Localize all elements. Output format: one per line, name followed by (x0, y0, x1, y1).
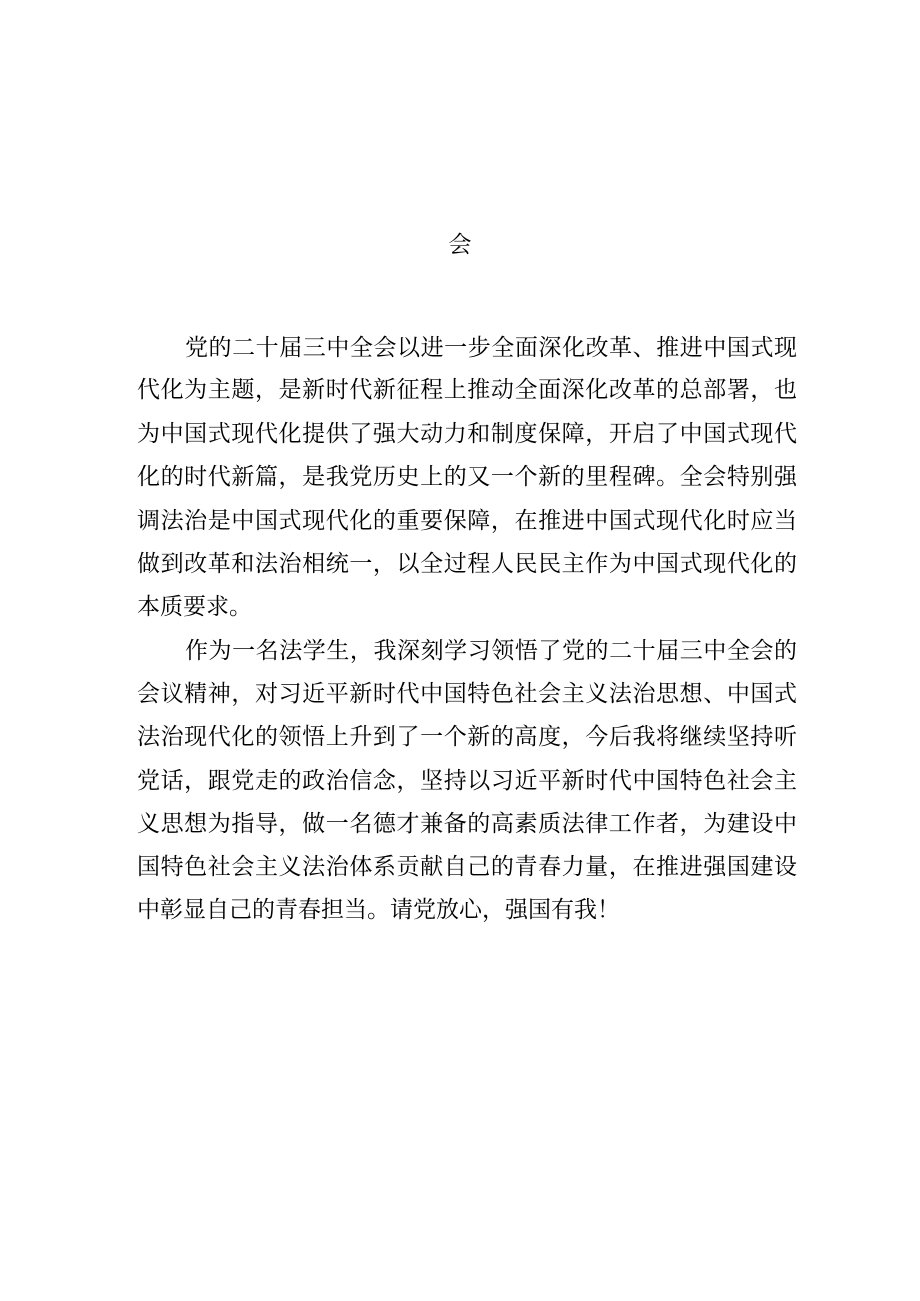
paragraph-line: 法治现代化的领悟上升到了一个新的高度，今后我将继续坚持听 (137, 724, 797, 750)
paragraph-line: 会议精神，对习近平新时代中国特色社会主义法治思想、中国式 (137, 681, 797, 707)
paragraph-line: 中彰显自己的青春担当。请党放心，强国有我！ (137, 897, 620, 923)
paragraph-line: 为中国式现代化提供了强大动力和制度保障，开启了中国式现代 (137, 421, 797, 447)
paragraph-line: 国特色社会主义法治体系贡献自己的青春力量，在推进强国建设 (137, 854, 797, 880)
paragraph-line: 代化为主题，是新时代新征程上推动全面深化改革的总部署，也 (137, 377, 797, 403)
paragraph-line: 作为一名法学生，我深刻学习领悟了党的二十届三中全会的 (185, 638, 797, 664)
paragraph-line: 本质要求。 (137, 594, 252, 620)
paragraph-line: 党话，跟党走的政治信念，坚持以习近平新时代中国特色社会主 (137, 768, 797, 794)
paragraph-line: 调法治是中国式现代化的重要保障，在推进中国式现代化时应当 (137, 508, 797, 534)
paragraph-line: 义思想为指导，做一名德才兼备的高素质法律工作者，为建设中 (137, 811, 797, 837)
paragraph-line: 党的二十届三中全会以进一步全面深化改革、推进中国式现 (185, 335, 797, 361)
paragraph-line: 化的时代新篇，是我党历史上的又一个新的里程碑。全会特别强 (137, 464, 797, 490)
page-heading: 会 (448, 232, 472, 258)
paragraph-line: 做到改革和法治相统一，以全过程人民民主作为中国式现代化的 (137, 551, 797, 577)
